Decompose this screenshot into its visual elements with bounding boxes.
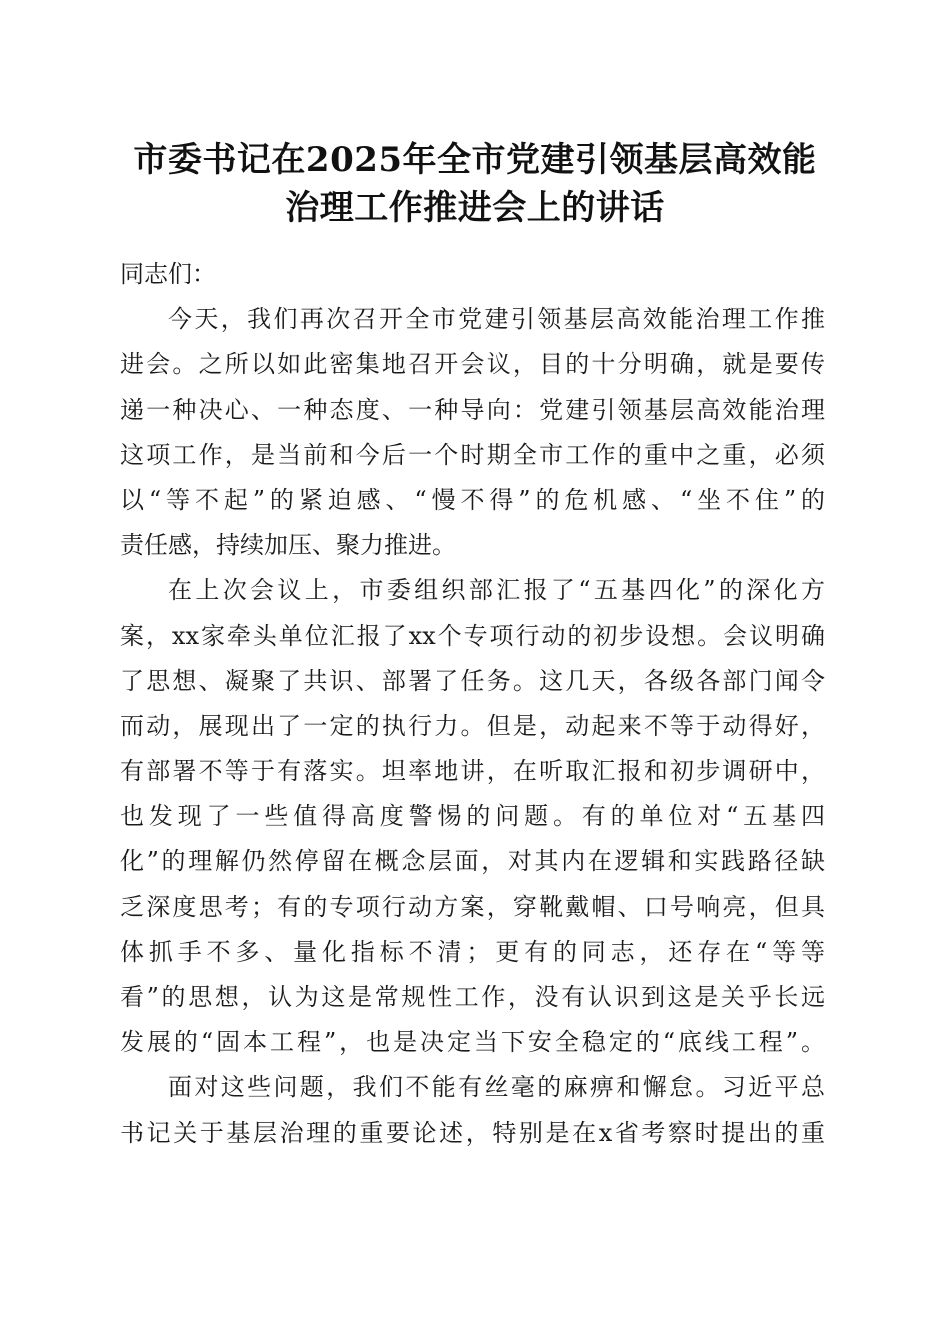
text-line: 这项工作，是当前和今后一个时期全市工作的重中之重，必须 [120,440,825,469]
text-line: 有部署不等于有落实。坦率地讲，在听取汇报和初步调研中， [120,757,825,786]
text-line: 案，xx家牵头单位汇报了xx个专项行动的初步设想。会议明确 [120,621,825,650]
paragraph-3 [120,1065,825,1155]
text-line: 看”的思想，认为这是常规性工作，没有认识到这是关乎长远 [120,983,825,1012]
text-line: 面对这些问题，我们不能有丝毫的麻痹和懈怠。习近平总 [168,1073,825,1102]
text-line: 体抓手不多、量化指标不清；更有的同志，还存在“等等 [120,937,825,966]
text-line: 化”的理解仍然停留在概念层面，对其内在逻辑和实践路径缺 [120,847,825,876]
text-line: 今天，我们再次召开全市党建引领基层高效能治理工作推 [168,305,825,334]
text-line: 而动，展现出了一定的执行力。但是，动起来不等于动得好， [120,711,825,740]
title-line: 治理工作推进会上的讲话 [285,188,665,228]
text-line: 进会。之所以如此密集地召开会议，目的十分明确，就是要传 [120,350,825,379]
document-title [100,136,850,232]
text-line: 责任感，持续加压、聚力推进。 [120,531,456,560]
text-line: 乏深度思考；有的专项行动方案，穿靴戴帽、口号响亮，但具 [120,892,825,921]
paragraph-1 [120,297,825,568]
document-body [120,252,825,1156]
text-line: 发展的“固本工程”，也是决定当下安全稳定的“底线工程”。 [120,1028,825,1057]
paragraph-2 [120,568,825,1065]
text-line: 也发现了一些值得高度警惕的问题。有的单位对“五基四 [120,802,825,831]
title-line: 市委书记在2025年全市党建引领基层高效能 [133,140,817,180]
text-line: 书记关于基层治理的重要论述，特别是在x省考察时提出的重 [120,1118,825,1147]
text-line: 了思想、凝聚了共识、部署了任务。这几天，各级各部门闻令 [120,666,825,695]
text-line: 递一种决心、一种态度、一种导向：党建引领基层高效能治理 [120,395,825,424]
text-line: 在上次会议上，市委组织部汇报了“五基四化”的深化方 [168,576,825,605]
salutation: 同志们： [120,260,216,288]
text-line: 以“等不起”的紧迫感、“慢不得”的危机感、“坐不住”的 [120,485,825,514]
